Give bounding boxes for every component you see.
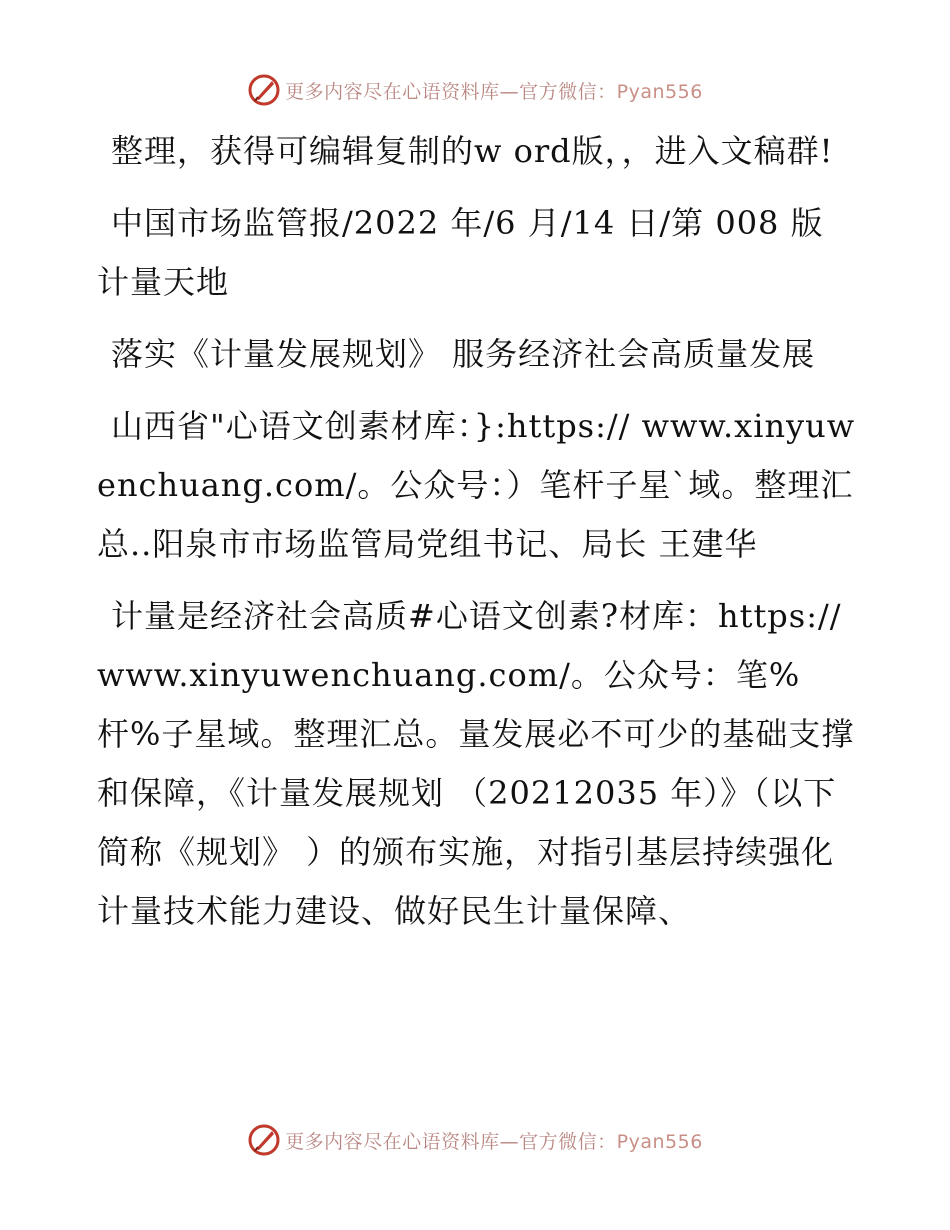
paragraph-4: 山西省"心语文创素材库：}:https:// www.xinyuwenchuang.com/。公众号：）笔杆子星`域。整理汇总..阳泉市市场监管局党组书记、局长 王建华 <box>97 407 856 563</box>
header-wechat-id: Pyan556 <box>616 80 703 103</box>
paragraph-1: 整理，获得可编辑复制的w ord版，，进入文稿群! <box>111 132 834 170</box>
paragraph-2: 中国市场监管报/2022 年/6 月/14 日/第 008 版 计量天地 <box>97 204 824 301</box>
header-banner <box>0 70 950 110</box>
footer-banner-text: 更多内容尽在心语资料库—官方微信：Pyan556 <box>285 1130 703 1153</box>
footer-wechat-id: Pyan556 <box>616 1130 703 1153</box>
header-banner-text: 更多内容尽在心语资料库—官方微信：Pyan556 <box>285 80 703 103</box>
quill-seal-icon <box>247 73 281 107</box>
paragraph-3: 落实《计量发展规划》 服务经济社会高质量发展 <box>111 335 816 373</box>
quill-seal-icon <box>247 1123 281 1157</box>
paragraph-5: 计量是经济社会高质#心语文创素?材库：https://www.xinyuwenchuang.com/。公众号：笔%杆%子星域。整理汇总。量发展必不可少的基础支撑和保障，《计量发展规划 （20212035 年）》（以下简称《规划》 ）的颁布实施，对指引基层持续强化计量技术能力建设、做好民生计量保障、 <box>97 597 855 930</box>
document-body <box>97 122 857 954</box>
footer-banner <box>0 1120 950 1160</box>
